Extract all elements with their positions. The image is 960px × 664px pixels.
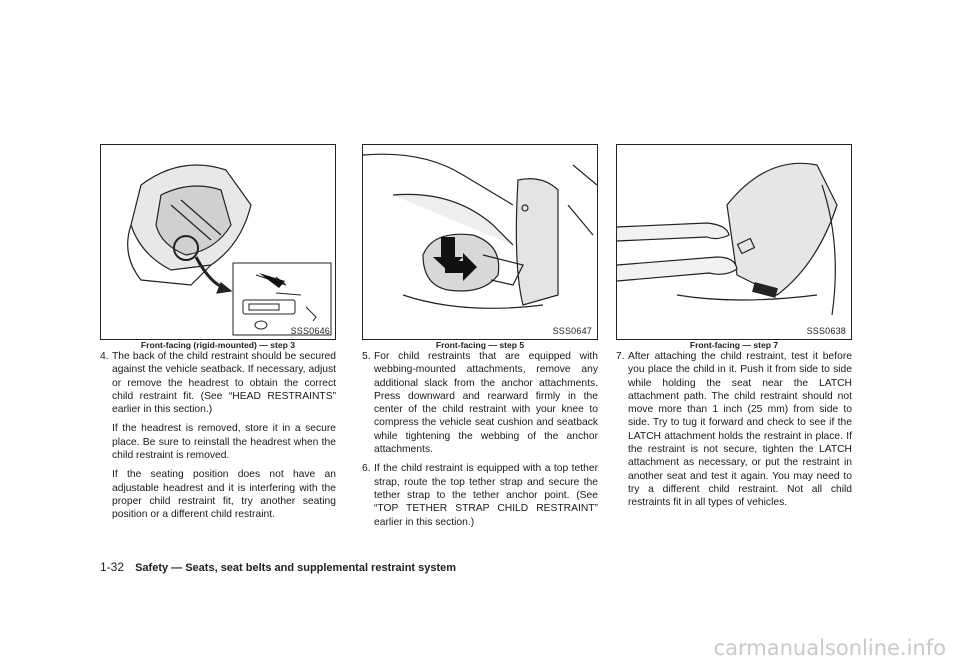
- figure-child-seat-knee-press: [362, 144, 598, 340]
- step-7: [616, 350, 852, 510]
- column-text: [362, 350, 598, 535]
- step-text: The back of the child restraint should be secured against the vehicle seatback. If necessary, adjust or remove the headrest to obtain the correct child restraint fit. (See “HEAD RESTRAINTS” earlier in this section.): [112, 351, 336, 416]
- figure-code: SSS0638: [806, 326, 846, 336]
- section-title: Safety — Seats, seat belts and supplemental restraint system: [135, 562, 457, 574]
- figure-caption: Front-facing — step 7: [689, 340, 779, 350]
- step-6: [362, 462, 598, 528]
- figure-child-seat-rigid-mounted: [100, 144, 336, 340]
- step-number: 5.: [362, 351, 371, 362]
- figure-caption: Front-facing — step 5: [435, 340, 525, 350]
- step-number: 4.: [100, 351, 109, 362]
- step-text: If the child restraint is equipped with a top tether strap, route the top tether strap and secure the tether strap to the tether anchor point. (See “TOP TETHER STRAP CHILD RESTRAINT” earlier in this section.): [374, 463, 598, 528]
- illustration-child-seat-headrest: [101, 145, 335, 339]
- page-footer: [100, 560, 456, 574]
- watermark: carmanualsonline.info: [713, 636, 946, 660]
- step-4-note-1: If the headrest is removed, store it in a secure place. Be sure to reinstall the headrest when the child restraint is removed.: [112, 423, 336, 462]
- column-text: [100, 350, 336, 528]
- column-text: [616, 350, 852, 516]
- step-number: 7.: [616, 351, 625, 362]
- step-text: For child restraints that are equipped with webbing-mounted attachments, remove any additional slack from the anchor attachments. Press downward and rearward firmly in the center of the child restraint with your knee to compress the vehicle seat cushion and seatback while tightening the webbing of the anchor attachments.: [374, 351, 598, 456]
- page-number: 1-32: [100, 560, 125, 574]
- illustration-knee-compressing-seat: [363, 145, 597, 339]
- step-4-note-2: If the seating position does not have an adjustable headrest and it is interfering with the proper child restraint fit, try another seating position or a different child restraint.: [112, 469, 336, 521]
- figure-code: SSS0647: [552, 326, 592, 336]
- step-4: [100, 350, 336, 416]
- step-5: [362, 350, 598, 456]
- figure-code: SSS0646: [290, 326, 330, 336]
- illustration-hands-testing-seat: [617, 145, 851, 339]
- step-number: 6.: [362, 463, 371, 475]
- figure-child-seat-test: [616, 144, 852, 340]
- step-text: After attaching the child restraint, test it before you place the child in it. Push it from side to side while holding the seat near the LATCH attachment path. The child restraint should not move more than 1 inch (25 mm) from side to side. Try to tug it forward and check to see if the LATCH attachment holds the restraint in place. If the restraint is not secure, tighten the LATCH attachment as necessary, or put the restraint in another seat and test it again. You may need to try a different child restraint. Not all child restraints fit in all types of vehicles.: [628, 351, 852, 509]
- figure-caption: Front-facing (rigid-mounted) — step 3: [140, 340, 296, 350]
